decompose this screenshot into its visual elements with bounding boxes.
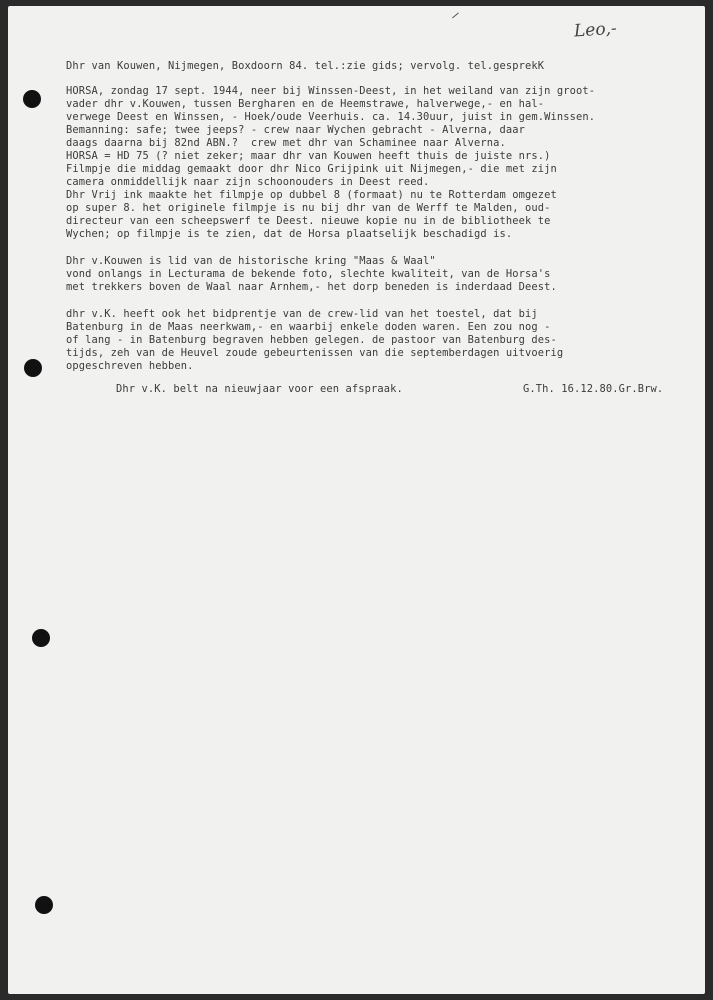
document-page — [8, 6, 705, 994]
paragraph-1-line-12: Wychen; op filmpje is te zien, dat de Horsa plaatselijk beschadigd is. — [66, 228, 513, 240]
closing-note: Dhr v.K. belt na nieuwjaar voor een afspraak. — [116, 383, 403, 395]
paragraph-1-line-4: Bemanning: safe; twee jeeps? - crew naar Wychen gebracht - Alverna, daar — [66, 124, 526, 136]
paragraph-3-line-4: tijds, zeh van de Heuvel zoude gebeurtenissen van die septemberdagen uitvoerig — [66, 347, 564, 359]
paragraph-1-line-5: daags daarna bij 82nd ABN.? crew met dhr van Schaminee naar Alverna. — [66, 137, 506, 149]
punch-hole-3 — [32, 629, 50, 647]
paragraph-1-line-11: directeur van een scheepswerf te Deest. nieuwe kopie nu in de bibliotheek te — [66, 215, 551, 227]
paragraph-1-line-6: HORSA = HD 75 (? niet zeker; maar dhr van Kouwen heeft thuis de juiste nrs.) — [66, 150, 551, 162]
paragraph-1-line-8: camera onmiddellijk naar zijn schoonouders in Deest reed. — [66, 176, 430, 188]
signature-date: G.Th. 16.12.80.Gr.Brw. — [523, 383, 664, 395]
paragraph-3-line-2: Batenburg in de Maas neerkwam,- en waarbij enkele doden waren. Een zou nog - — [66, 321, 551, 333]
punch-hole-4 — [35, 896, 53, 914]
paragraph-1-line-10: op super 8. het originele filmpje is nu bij dhr van de Werff te Malden, oud- — [66, 202, 551, 214]
paragraph-2-line-3: met trekkers boven de Waal naar Arnhem,- het dorp beneden is inderdaad Deest. — [66, 281, 557, 293]
paragraph-1-line-9: Dhr Vrij ink maakte het filmpje op dubbel 8 (formaat) nu te Rotterdam omgezet — [66, 189, 557, 201]
paragraph-3-line-1: dhr v.K. heeft ook het bidprentje van de crew-lid van het toestel, dat bij — [66, 308, 538, 320]
paragraph-2-line-2: vond onlangs in Lecturama de bekende foto, slechte kwaliteit, van de Horsa's — [66, 268, 551, 280]
paragraph-1-line-1: HORSA, zondag 17 sept. 1944, neer bij Winssen-Deest, in het weiland van zijn groot- — [66, 85, 596, 97]
paragraph-1-line-2: vader dhr v.Kouwen, tussen Bergharen en de Heemstrawe, halverwege,- en hal- — [66, 98, 545, 110]
paragraph-3-line-3: of lang - in Batenburg begraven hebben gelegen. de pastoor van Batenburg des- — [66, 334, 557, 346]
punch-hole-1 — [23, 90, 41, 108]
pen-mark — [452, 12, 464, 24]
punch-hole-2 — [24, 359, 42, 377]
paragraph-1-line-7: Filmpje die middag gemaakt door dhr Nico Grijpink uit Nijmegen,- die met zijn — [66, 163, 557, 175]
handwritten-note: Leo,- — [573, 18, 618, 42]
paragraph-3-line-5: opgeschreven hebben. — [66, 360, 194, 372]
paragraph-1-line-3: verwege Deest en Winssen, - Hoek/oude Veerhuis. ca. 14.30uur, juist in gem.Winssen. — [66, 111, 596, 123]
paragraph-2-line-1: Dhr v.Kouwen is lid van de historische kring "Maas & Waal" — [66, 255, 436, 267]
header-line: Dhr van Kouwen, Nijmegen, Boxdoorn 84. tel.:zie gids; vervolg. tel.gesprekK — [66, 60, 545, 72]
